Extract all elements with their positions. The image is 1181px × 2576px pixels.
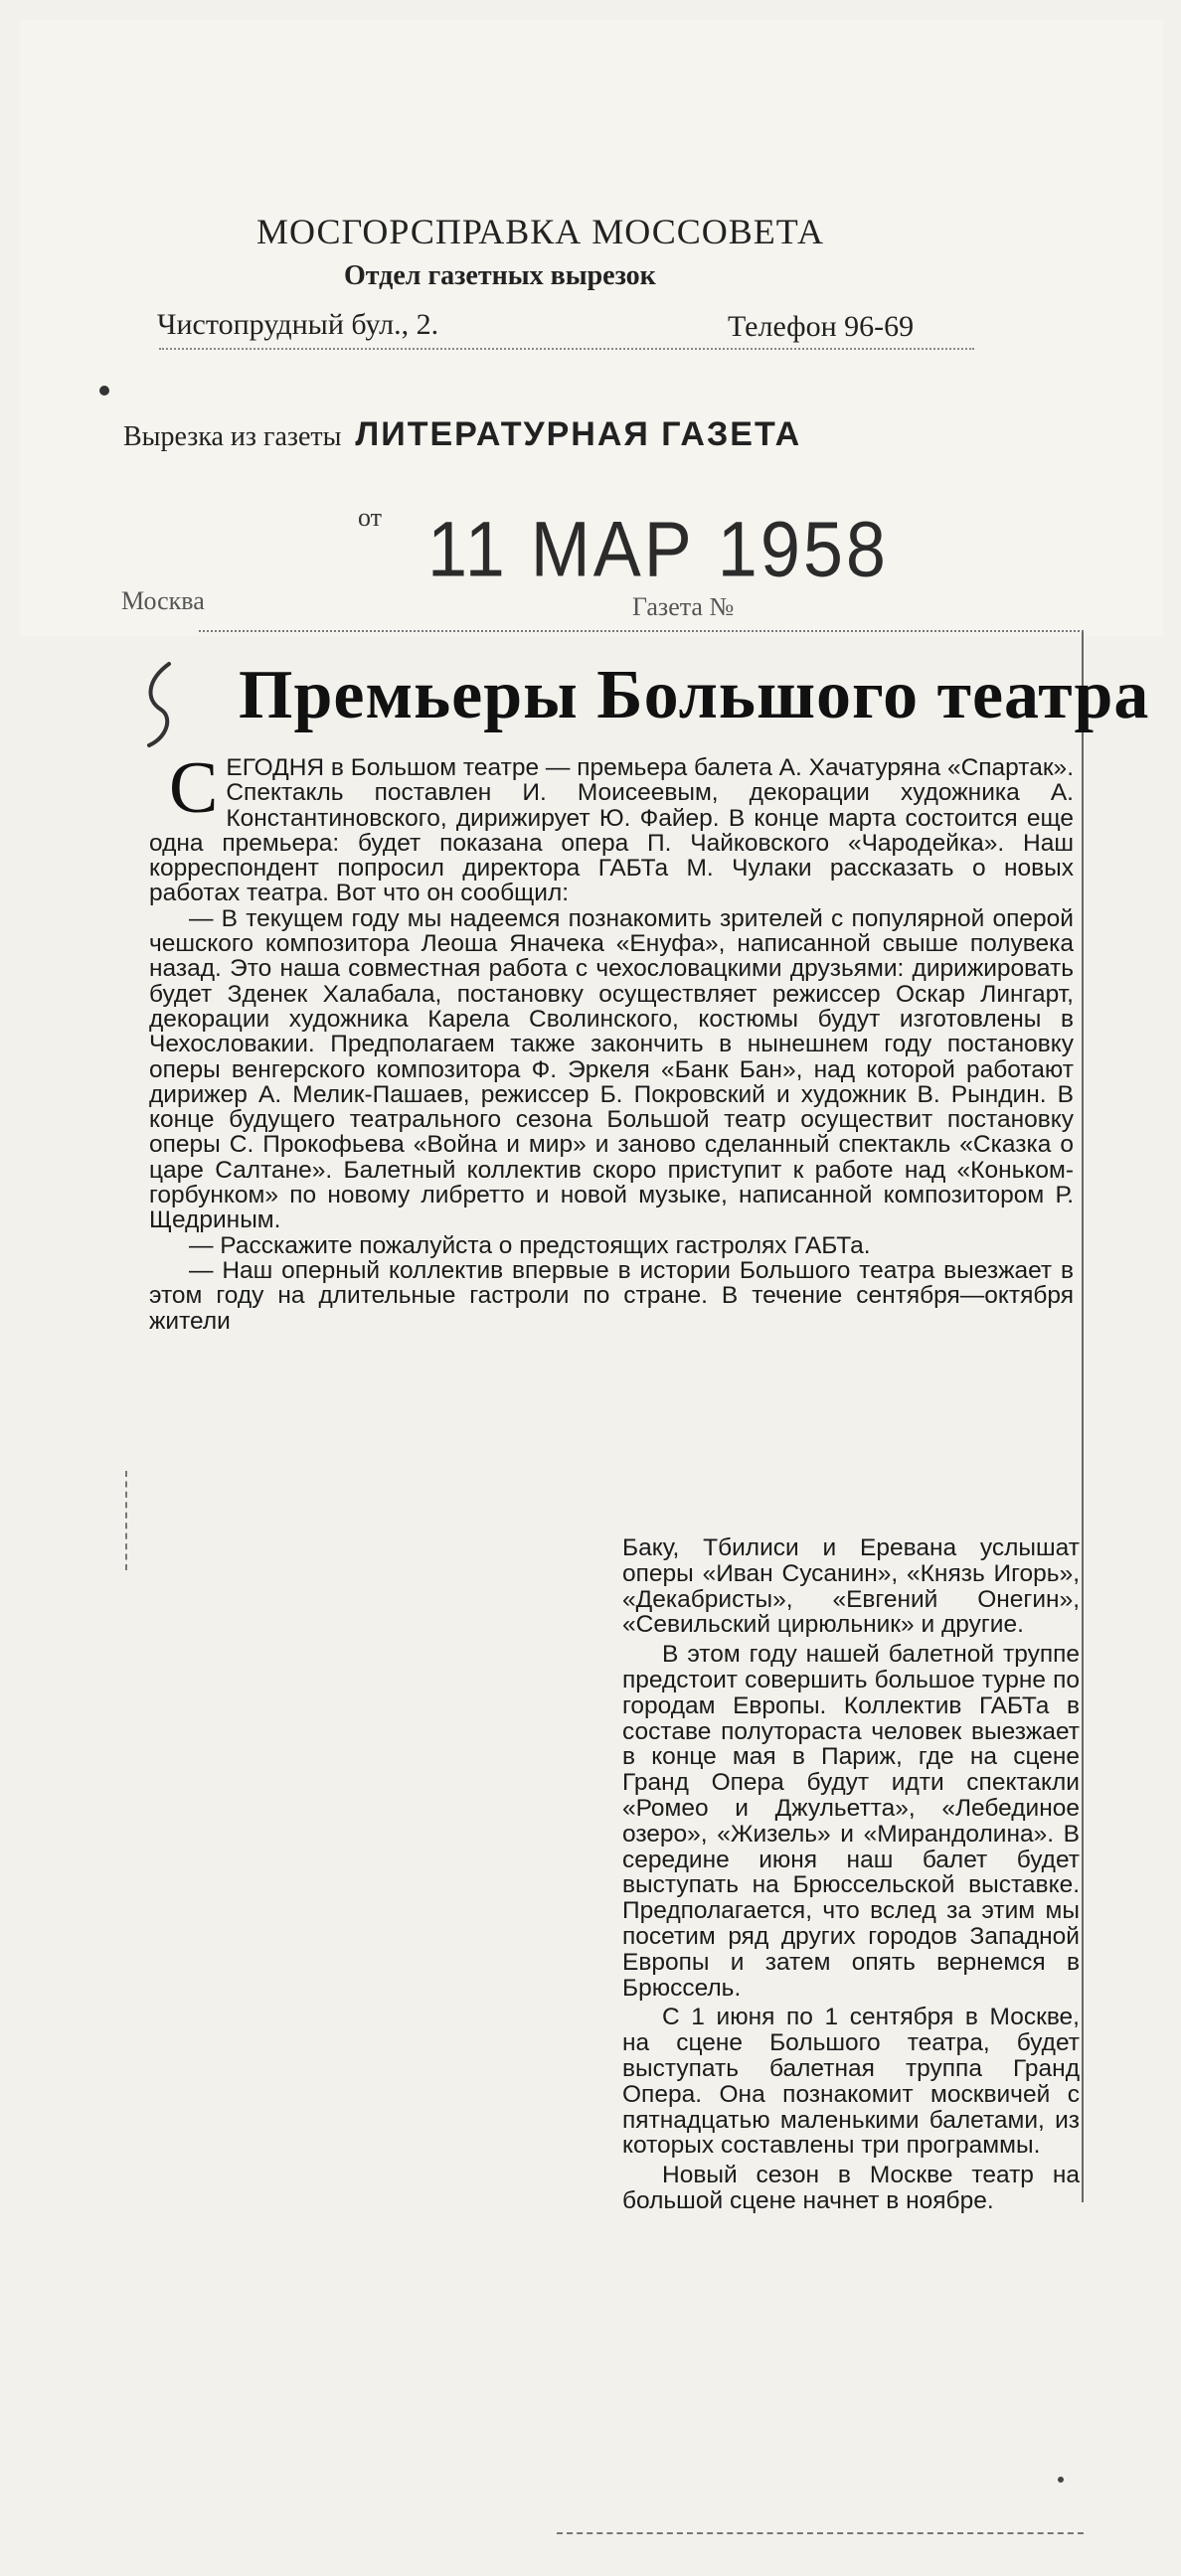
article-body-narrow bbox=[622, 1535, 1080, 2218]
clipping-edge-bottom bbox=[557, 2532, 1084, 2534]
issue-number-label: Газета № bbox=[632, 592, 735, 621]
article-body-wide bbox=[149, 747, 1074, 1335]
article-question: — Расскажите пожалуйста о предстоящих гастролях ГАБТа. bbox=[189, 1231, 871, 1259]
phone-number: Телефон 96-69 bbox=[728, 310, 915, 343]
ink-dot bbox=[1058, 2477, 1064, 2483]
department-name: Отдел газетных вырезок bbox=[344, 260, 656, 291]
article-paragraph: — Наш оперный коллектив впервые в истории Большого театра выезжает в этом году на длительные гастроли по стране. В течение сентября—октября жители bbox=[149, 1256, 1074, 1335]
clipping-edge-left-mark bbox=[125, 1471, 129, 1570]
city-label: Москва bbox=[121, 586, 205, 615]
intro-text: ЕГОДНЯ в Большом театре — премьера балета А. Хачатуряна «Спартак». Спектакль поставлен И. Моисеевым, декорации художника А. Константиновского, дирижирует Ю. Файер. В конце марта состоится еще одна премьера: будет показана опера П. Чайковского «Чародейка». Наш корреспондент попросил директора ГАБТа М. Чулаки рассказать о новых работах театра. Вот что он сообщил: bbox=[149, 754, 1074, 907]
punch-hole-mark bbox=[99, 386, 109, 396]
clipping-edge-right bbox=[1082, 632, 1084, 2202]
pencil-squiggle-mark bbox=[139, 660, 179, 749]
newspaper-name: ЛИТЕРАТУРНАЯ ГАЗЕТА bbox=[355, 415, 802, 453]
article-paragraph: Новый сезон в Москве театр на большой сцене начнет в ноябре. bbox=[622, 2162, 1080, 2214]
clipping-source-line bbox=[123, 415, 801, 454]
date-stamp: 11 МАР 1958 bbox=[427, 506, 889, 593]
date-label: от bbox=[358, 503, 383, 532]
article-paragraph: — В текущем году мы надеемся познакомить зрителей с популярной оперой чешского композитора Леоша Яначека «Енуфа», написанной свыше полувека назад. Это наша совместная работа с чехословацкими друзьями: дирижировать будет Зденек Халабала, постановку осуществляет режиссер Оскар Лингарт, декорации художника Карела Сволинского, костюмы будут изготовлены в Чехословакии. Предполагаем также закончить в нынешнем году постановку оперы венгерского композитора Ф. Эркеля «Банк Бан», над которой работают дирижер А. Мелик-Пашаев, режиссер Б. Покровский и художник В. Рындин. В конце будущего театрального сезона Большой театр осуществит постановку оперы С. Прокофьева «Война и мир» и заново сделанный спектакль «Сказка о царе Салтане». Балетный коллектив скоро приступит к работе над «Коньком-горбунком» по новому либретто и новой музыке, написанной композитором Р. Щедриным. bbox=[149, 904, 1074, 1234]
article-paragraph-continued: Баку, Тбилиси и Еревана услышат оперы «Иван Сусанин», «Князь Игорь», «Декабристы», «Евгений Онегин», «Севильский цирюльник» и другие. bbox=[622, 1534, 1080, 1639]
address: Чистопрудный бул., 2. bbox=[157, 308, 439, 341]
article-headline: Премьеры Большого театра bbox=[239, 657, 1150, 733]
clipping-prefix: Вырезка из газеты bbox=[123, 421, 342, 452]
article-paragraph: С 1 июня по 1 сентября в Москве, на сцене Большого театра, будет выступать балетная труппа Гранд Опера. Она познакомит москвичей с пятнадцатью маленькими балетами, из которых составлены три программы. bbox=[622, 2004, 1080, 2160]
article-paragraph: В этом году нашей балетной труппе предстоит совершить большое турне по городам Европы. Коллектив ГАБТа в составе полутораста человек выезжает в конце мая в Париж, где на сцене Гранд Опера будут идти спектакли «Ромео и Джульетта», «Лебединое озеро», «Жизель» и «Мирандолина». В середине июня наш балет будет выступать на Брюссельской выставке. Предполагается, что вслед за этим мы посетим ряд других городов Западной Европы и затем опять вернемся в Брюссель. bbox=[622, 1641, 1080, 2002]
header-divider bbox=[159, 348, 974, 350]
organization-name: МОСГОРСПРАВКА МОССОВЕТА bbox=[256, 212, 824, 251]
drop-cap: С bbox=[169, 747, 219, 829]
clipping-edge-top bbox=[199, 630, 1084, 632]
article-intro bbox=[149, 747, 1074, 907]
